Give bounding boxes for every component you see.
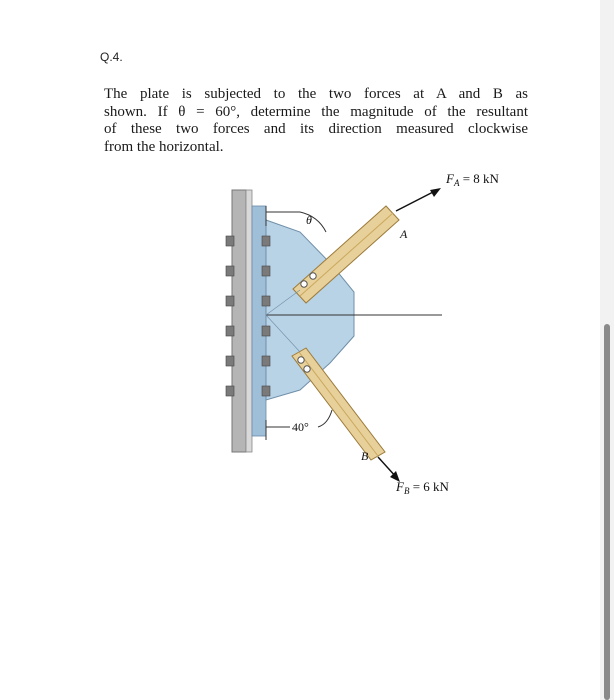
theta-label: θ — [306, 213, 312, 227]
force-a-subscript: A — [453, 178, 460, 188]
force-b-symbol: F — [396, 479, 404, 494]
force-a-label — [445, 171, 500, 188]
scrollbar-thumb[interactable] — [604, 324, 610, 700]
angle-b-arc — [318, 410, 332, 427]
problem-line-1: The plate is subjected to the two forces at A and B as — [104, 86, 528, 102]
force-a-value: = 8 kN — [459, 171, 499, 186]
problem-line-2: shown. If θ = 60°, determine the magnitude of the resultant — [104, 103, 528, 120]
force-b-label — [395, 479, 450, 496]
force-b-value: = 6 kN — [409, 479, 449, 494]
theta-arc — [300, 212, 326, 232]
problem-line-3: of these two forces and its direction measured clockwise — [104, 121, 528, 137]
point-a-label: A — [400, 227, 408, 241]
force-a-symbol: F — [446, 171, 454, 186]
angle-b-label: 40° — [292, 420, 309, 434]
force-a-arrow-line — [396, 190, 437, 211]
bar-b — [292, 348, 385, 460]
force-b-subscript: B — [403, 486, 410, 496]
point-b-label: B — [361, 449, 369, 463]
question-number: Q.4. — [100, 50, 123, 64]
force-a-arrowhead — [430, 188, 441, 197]
problem-line-4: from the horizontal. — [104, 138, 224, 155]
wall-flange — [246, 190, 252, 452]
wall-support — [232, 190, 246, 452]
